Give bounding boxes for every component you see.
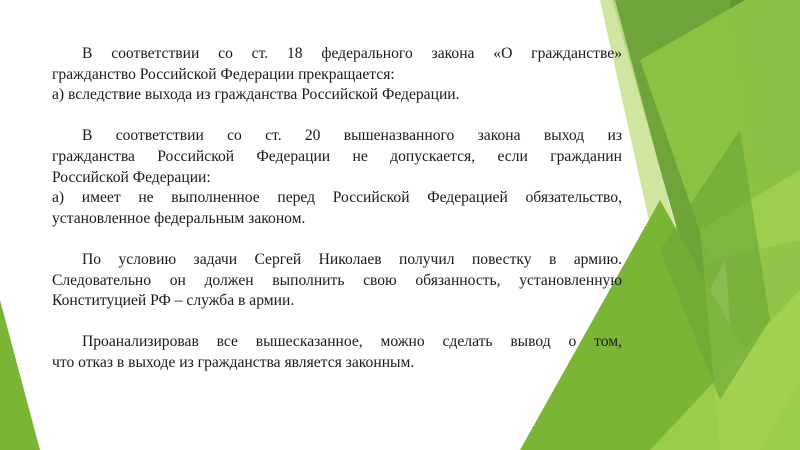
text-line: По условию задачи Сергей Николаев получил повестку в армию. — [82, 250, 622, 268]
body-text — [52, 44, 622, 394]
paragraph-1 — [52, 44, 622, 106]
paragraph-4 — [52, 332, 622, 373]
text-line: что отказ в выходе из гражданства является законным. — [52, 353, 415, 371]
text-line: Проанализировав все вышесказанное, можно сделать вывод о том, — [82, 333, 622, 351]
text-line: Российской Федерации: — [52, 168, 211, 186]
text-line: В соответствии со ст. 20 вышеназванного закона выход из — [82, 127, 622, 145]
text-line: установленное федеральным законом. — [52, 209, 306, 227]
text-line: гражданства Российской Федерации не допускается, если гражданин — [52, 147, 622, 165]
text-line: а) вследствие выхода из гражданства Российской Федерации. — [52, 86, 460, 104]
deco-triangle-bottom-left — [0, 300, 40, 450]
paragraph-2 — [52, 126, 622, 229]
text-line: В соответствии со ст. 18 федерального закона «О гражданстве» — [82, 45, 622, 62]
text-line: гражданство Российской Федерации прекращается: — [52, 65, 395, 83]
text-line: а) имеет не выполненное перед Российской Федерацией обязательство, — [52, 189, 622, 207]
paragraph-3 — [52, 250, 622, 312]
text-line: Следовательно он должен выполнить свою обязанность, установленную — [52, 271, 622, 289]
text-line: Конституцией РФ – служба в армии. — [52, 292, 295, 310]
